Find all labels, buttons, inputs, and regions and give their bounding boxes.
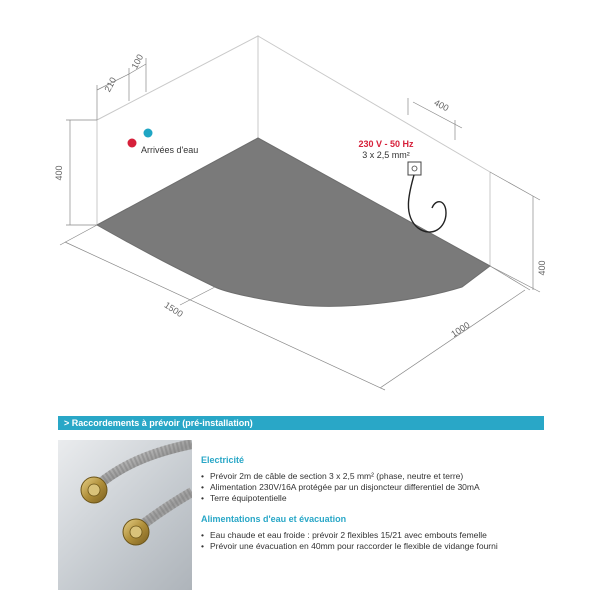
list-item: • Prévoir 2m de câble de section 3 x 2,5 mm² (phase, neutre et terre) <box>201 471 546 482</box>
water-heading: Alimentations d'eau et évacuation <box>201 514 347 524</box>
list-item: • Terre équipotentielle <box>201 493 546 504</box>
section-title-bar: > Raccordements à prévoir (pré-installation) <box>58 416 544 430</box>
cold-water-dot <box>144 129 153 138</box>
list-item: • Prévoir une évacuation en 40mm pour raccorder le flexible de vidange fourni <box>201 541 546 552</box>
electric-voltage-label: 230 V - 50 Hz <box>358 139 414 149</box>
electricity-heading: Electricité <box>201 455 245 465</box>
hot-water-dot <box>128 139 137 148</box>
dim-400-top: 400 <box>432 97 451 114</box>
electric-cable-label: 3 x 2,5 mm² <box>362 150 410 160</box>
connections-info <box>201 455 546 552</box>
electric-box <box>408 162 421 175</box>
flexible-hoses-photo <box>58 440 192 590</box>
dim-1000: 1000 <box>449 319 472 340</box>
electricity-list <box>201 471 546 504</box>
list-item: • Alimentation 230V/16A protégée par un disjoncteur differentiel de 30mA <box>201 482 546 493</box>
dim-400-right: 400 <box>537 260 547 276</box>
dim-100: 100 <box>129 52 146 71</box>
list-item: • Eau chaude et eau froide : prévoir 2 flexibles 15/21 avec embouts femelle <box>201 530 546 541</box>
dim-210: 210 <box>102 75 119 94</box>
dim-400-left: 400 <box>54 165 64 181</box>
water-supply-label: Arrivées d'eau <box>141 145 199 155</box>
water-list <box>201 530 546 552</box>
dim-1500: 1500 <box>162 299 185 320</box>
